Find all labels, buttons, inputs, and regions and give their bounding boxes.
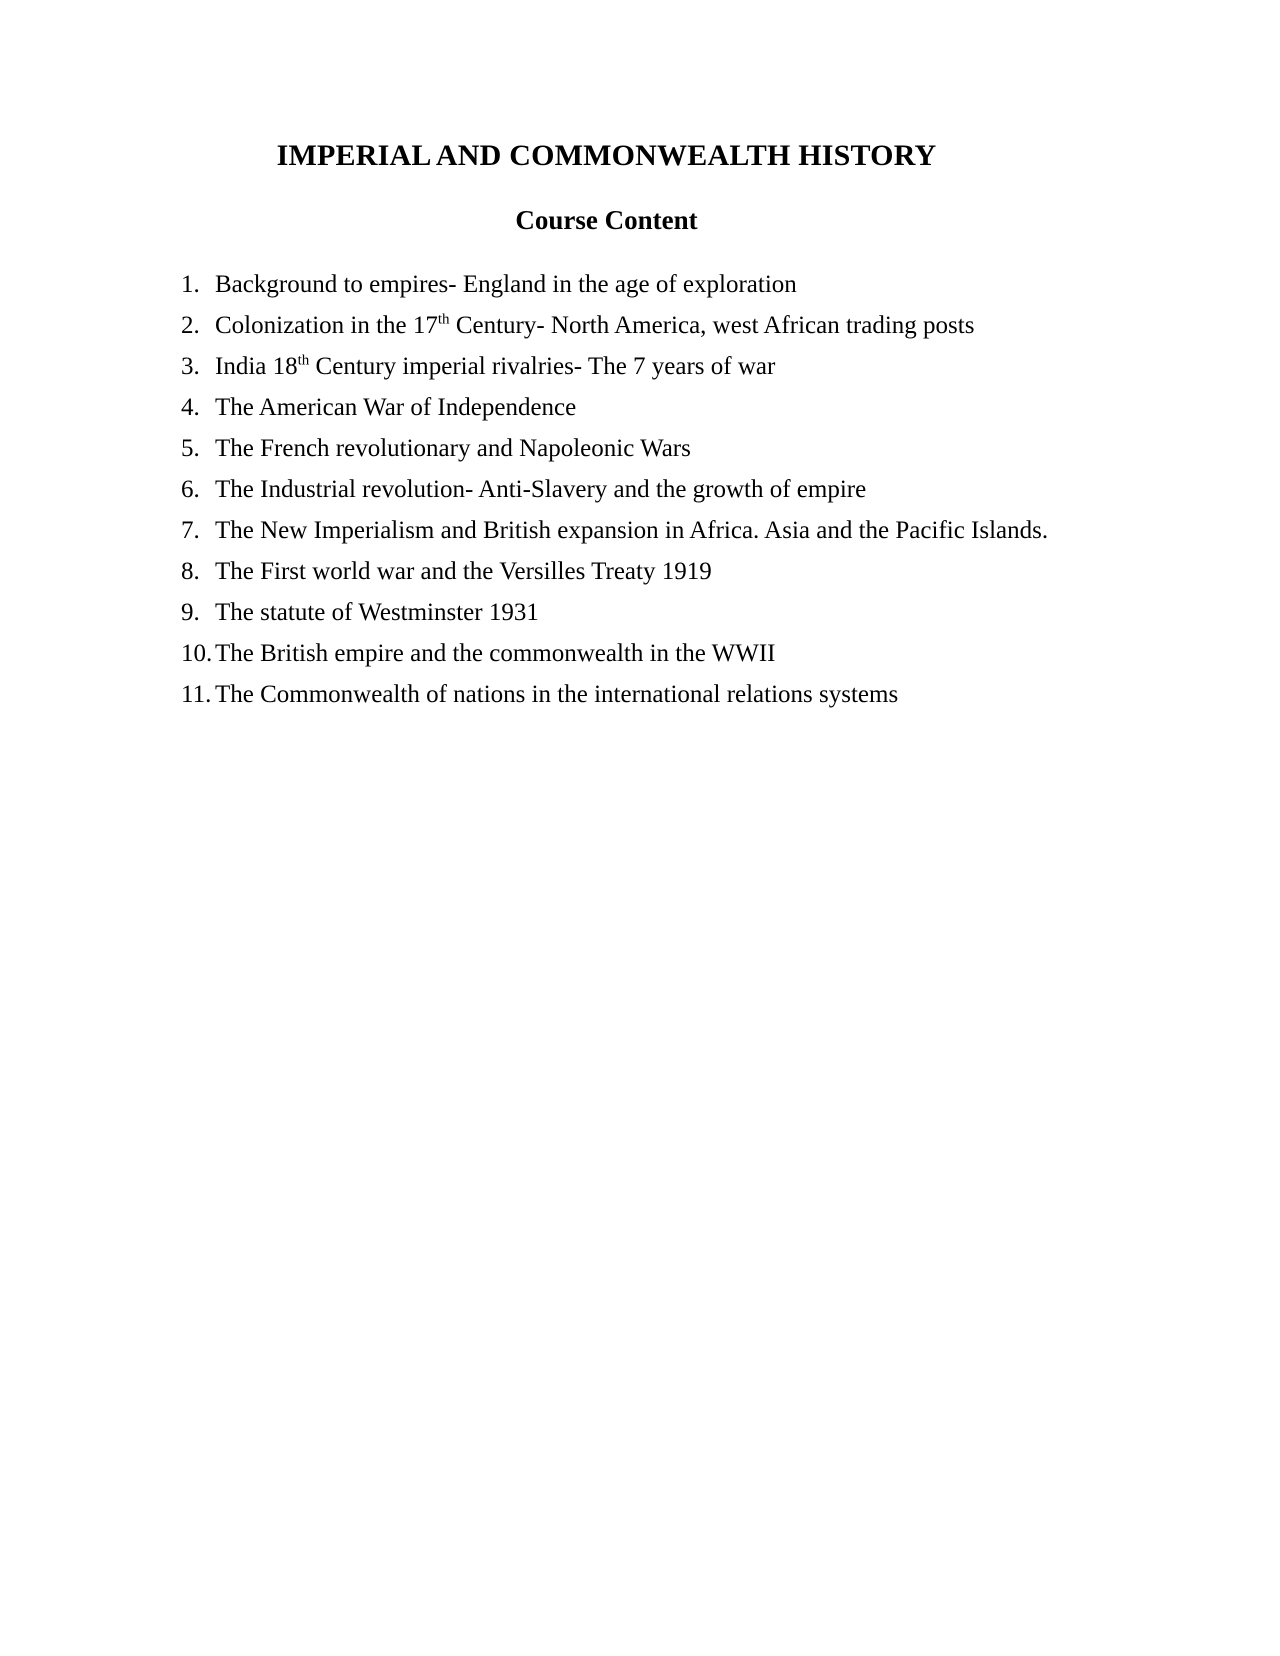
list-item	[180, 346, 1033, 387]
list-item-text-pre: The French revolutionary and Napoleonic Wars	[215, 435, 691, 462]
list-item	[180, 387, 1033, 428]
list-item-text	[215, 305, 1033, 346]
list-item-text-pre: India 18	[215, 353, 298, 380]
list-item-text-pre: Background to empires- England in the age of exploration	[215, 271, 797, 298]
list-item-number: 9.	[181, 599, 200, 626]
list-item-text-post: Century imperial rivalries- The 7 years of war	[309, 353, 776, 380]
list-item-superscript: th	[437, 311, 450, 328]
list-item	[180, 469, 1033, 510]
list-item-number: 8.	[181, 558, 200, 585]
list-item-text-pre: The Industrial revolution- Anti-Slavery and the growth of empire	[215, 476, 867, 503]
list-item-number: 10.	[181, 640, 213, 667]
list-item	[180, 510, 1049, 551]
list-item-number: 6.	[181, 476, 200, 503]
list-item	[180, 551, 1033, 592]
list-item-text-pre: The statute of Westminster 1931	[215, 599, 539, 626]
list-item-text-pre: The New Imperialism and British expansion in Africa. Asia and the Pacific Islands.	[215, 517, 1049, 544]
list-item-number: 2.	[181, 312, 200, 339]
document-content	[180, 0, 1049, 715]
list-item-text	[215, 428, 1033, 469]
list-item	[180, 592, 1033, 633]
list-item-text-pre: The British empire and the commonwealth in the WWII	[215, 640, 776, 667]
course-content-list	[180, 264, 1049, 715]
list-item-text-pre: Colonization in the 17	[215, 312, 438, 339]
list-item	[180, 674, 1033, 715]
list-item	[180, 264, 1033, 305]
list-item-text	[215, 674, 1033, 715]
list-item-text	[215, 469, 1033, 510]
list-item-number: 4.	[181, 394, 200, 421]
list-item-text	[215, 264, 1033, 305]
list-item-text	[215, 633, 1033, 674]
list-item	[180, 633, 1033, 674]
list-item-text-post: Century- North America, west African trading posts	[449, 312, 975, 339]
list-item-superscript: th	[297, 352, 310, 369]
list-item-text	[215, 387, 1033, 428]
list-item-text-pre: The First world war and the Versilles Treaty 1919	[215, 558, 712, 585]
list-item-text	[215, 510, 1048, 551]
list-item	[180, 428, 1033, 469]
list-item-number: 7.	[181, 517, 200, 544]
list-item-number: 3.	[181, 353, 200, 380]
list-item-text	[215, 346, 1033, 387]
list-item-text	[215, 592, 1033, 633]
list-item-number: 11.	[181, 681, 212, 708]
list-item-number: 5.	[181, 435, 200, 462]
list-item-text-pre: The Commonwealth of nations in the international relations systems	[215, 681, 899, 708]
page-title: IMPERIAL AND COMMONWEALTH HISTORY	[276, 139, 937, 172]
list-item-text-pre: The American War of Independence	[215, 394, 577, 421]
list-item	[180, 305, 1033, 346]
list-item-text	[215, 551, 1033, 592]
page-subtitle: Course Content	[515, 205, 698, 235]
list-item-number: 1.	[181, 271, 200, 298]
